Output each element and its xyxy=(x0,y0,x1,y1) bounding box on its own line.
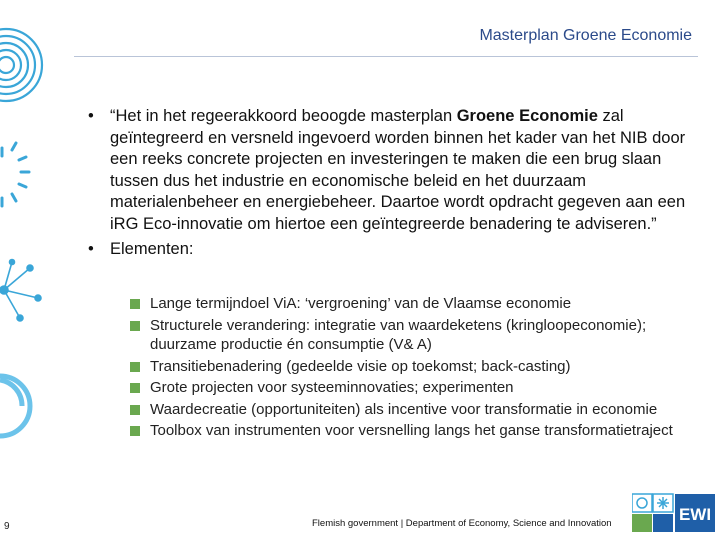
bullet-marker: • xyxy=(88,240,94,258)
ewi-logo xyxy=(632,492,716,536)
sub-list-item xyxy=(130,316,680,355)
square-bullet-icon xyxy=(130,383,140,393)
sub-item-text: Lange termijndoel ViA: ‘vergroening’ van de Vlaamse economie xyxy=(150,295,572,312)
decorative-side-art xyxy=(0,0,60,440)
main-bullet-list xyxy=(88,106,688,265)
bullet-marker: • xyxy=(88,107,94,125)
sub-list-item xyxy=(130,400,680,420)
sub-list-item xyxy=(130,294,680,314)
footer-text: Flemish government | Department of Economy, Science and Innovation xyxy=(312,518,612,529)
title-divider xyxy=(74,56,698,57)
square-bullet-icon xyxy=(130,299,140,309)
square-bullet-icon xyxy=(130,321,140,331)
page-number: 9 xyxy=(4,521,10,532)
bullet-text-bold: Groene Economie xyxy=(456,107,598,125)
bullet-text: Elementen: xyxy=(110,240,194,258)
bullet-text-before: “Het in het regeerakkoord beoogde masterplan xyxy=(110,107,457,125)
sub-bullet-list xyxy=(130,294,680,443)
sub-list-item xyxy=(130,357,680,377)
square-bullet-icon xyxy=(130,362,140,372)
sub-list-item xyxy=(130,378,680,398)
bullet-item-2 xyxy=(88,239,688,261)
logo-text: EWI xyxy=(678,505,712,524)
page-title: Masterplan Groene Economie xyxy=(479,27,692,44)
square-bullet-icon xyxy=(130,426,140,436)
bullet-text xyxy=(110,106,688,235)
sub-item-text: Waardecreatie (opportuniteiten) als incentive voor transformatie in economie xyxy=(150,400,658,418)
bullet-text-after: zal geïntegreerd en versneld ingevoerd worden binnen het kader van het NIB door een reeks concrete projecten en investeringen te maken die een brug slaan tussen dus het industrie en economische beleid en het duurzaam materialenbeheer en energiebeheer. Daartoe wordt opdracht gegeven aan een iRG Eco-innovatie om hiertoe een geïntegreerde benadering te adviseren.” xyxy=(110,107,686,233)
square-bullet-icon xyxy=(130,405,140,415)
sub-item-text: Toolbox van instrumenten voor versnelling langs het ganse transformatietraject xyxy=(150,422,673,439)
sub-list-item xyxy=(130,421,680,441)
sub-item-text: Structurele verandering: integratie van waardeketens (kringloopeconomie); duurzame productie én consumptie (V& A) xyxy=(150,316,647,353)
bullet-item-1 xyxy=(88,106,688,235)
sub-item-text: Transitiebenadering (gedeelde visie op toekomst; back-casting) xyxy=(150,357,571,375)
sub-item-text: Grote projecten voor systeeminnovaties; experimenten xyxy=(150,379,514,396)
